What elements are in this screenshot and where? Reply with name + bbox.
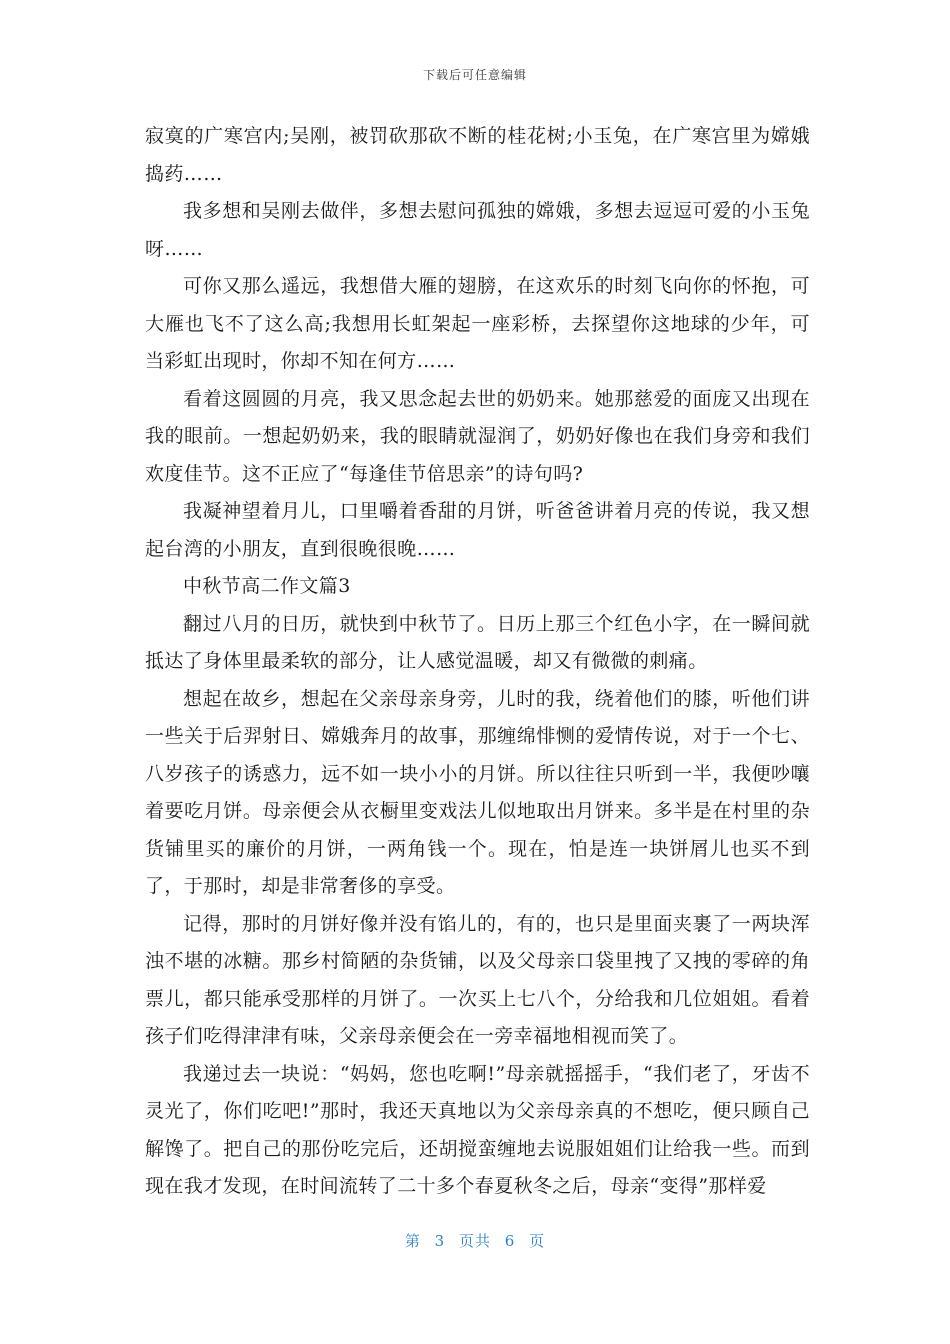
paragraph-8: 记得，那时的月饼好像并没有馅儿的，有的，也只是里面夹裹了一两块浑浊不堪的冰糖。那乡村简陋的杂货铺，以及父母亲口袋里拽了又拽的零碎的角票儿，都只能承受那样的月饼了。一次买上七八个，分给我和几位姐姐。看着孩子们吃得津津有味，父亲母亲便会在一旁幸福地相视而笑了。	[145, 912, 810, 1047]
section-heading: 中秋节高二作文篇3	[183, 575, 351, 597]
paragraph-7: 想起在故乡，想起在父亲母亲身旁，儿时的我，绕着他们的膝，听他们讲一些关于后羿射日、嫦娥奔月的故事，那缠绵悱恻的爱情传说，对于一个七、八岁孩子的诱惑力，远不如一块小小的月饼。所以往往只听到一半，我便吵嚷着要吃月饼。母亲便会从衣橱里变戏法儿似地取出月饼来。多半是在村里的杂货铺里买的廉价的月饼，一两角钱一个。现在，怕是连一块饼屑儿也买不到了，于那时，却是非常奢侈的享受。	[145, 687, 810, 897]
footer-middle: 页共	[458, 1232, 491, 1250]
page-header: 下载后可任意编辑	[422, 68, 527, 82]
paragraph-6: 翻过八月的日历，就快到中秋节了。日历上那三个红色小字，在一瞬间就抵达了身体里最柔软的部分，让人感觉温暖，却又有微微的刺痛。	[145, 612, 810, 672]
footer-prefix: 第	[404, 1232, 421, 1250]
footer-current-page: 3	[434, 1232, 446, 1250]
document-body	[145, 118, 810, 1206]
footer-total-pages: 6	[504, 1232, 516, 1250]
paragraph-5: 我凝神望着月儿，口里嚼着香甜的月饼，听爸爸讲着月亮的传说，我又想起台湾的小朋友，直到很晚很晚……	[145, 500, 810, 560]
paragraph-1: 寂寞的广寒宫内;吴刚，被罚砍那砍不断的桂花树;小玉兔，在广寒宫里为嫦娥捣药……	[145, 125, 810, 185]
paragraph-3: 可你又那么遥远，我想借大雁的翅膀，在这欢乐的时刻飞向你的怀抱，可大雁也飞不了这么高;我想用长虹架起一座彩桥，去探望你这地球的少年，可当彩虹出现时，你却不知在何方……	[145, 275, 810, 372]
paragraph-4: 看着这圆圆的月亮，我又思念起去世的奶奶来。她那慈爱的面庞又出现在我的眼前。一想起奶奶来，我的眼睛就湿润了，奶奶好像也在我们身旁和我们欢度佳节。这不正应了“每逢佳节倍思亲”的诗句吗?	[145, 387, 810, 485]
paragraph-2: 我多想和吴刚去做伴，多想去慰问孤独的嫦娥，多想去逗逗可爱的小玉兔呀……	[145, 200, 810, 260]
paragraph-9: 我递过去一块说：“妈妈，您也吃啊!”母亲就摇摇手，“我们老了，牙齿不灵光了，你们吃吧!”那时，我还天真地以为父亲母亲真的不想吃，便只顾自己解馋了。把自己的那份吃完后，还胡搅蛮缠地去说服姐姐们让给我一些。而到现在我才发现，在时间流转了二十多个春夏秋冬之后，母亲“变得”那样爱	[145, 1062, 810, 1197]
page-footer	[0, 1230, 950, 1251]
footer-suffix: 页	[529, 1232, 546, 1250]
